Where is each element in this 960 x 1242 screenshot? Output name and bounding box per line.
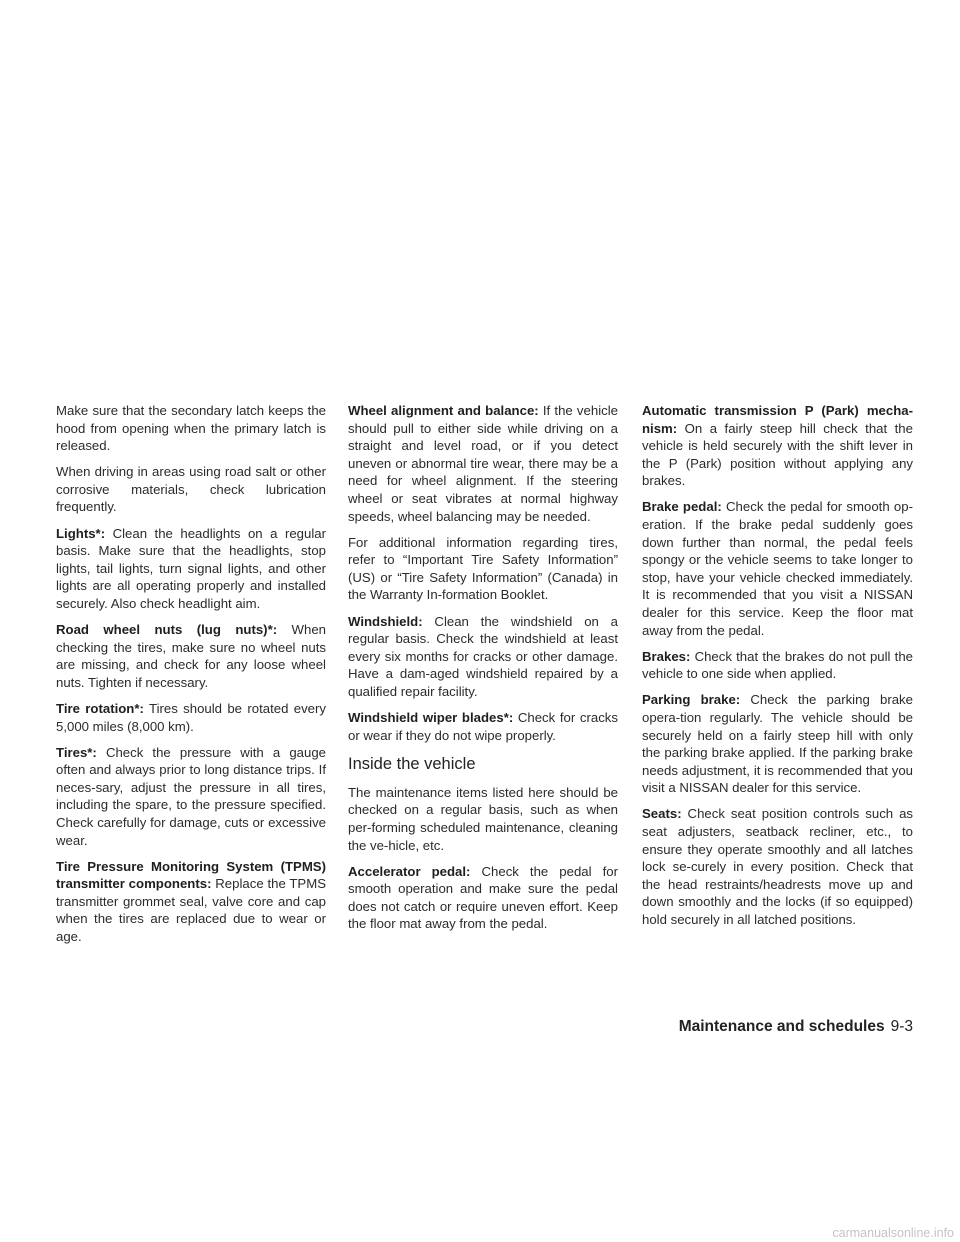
item-label: Windshield wiper blades*: bbox=[348, 710, 514, 725]
item-label: Windshield: bbox=[348, 613, 423, 629]
item-text: Clean the headlights on a regular basis. Make sure that the headlights, stop lights, tail lights, turn signal lights, and other lights are all operating properly and installed securely. Also check headlight aim. bbox=[56, 525, 326, 611]
item-label: Automatic transmission P (Park) mecha-nism: bbox=[642, 403, 913, 436]
column-left bbox=[56, 402, 326, 954]
column-right bbox=[642, 402, 913, 937]
item-label: Brake pedal: bbox=[642, 499, 722, 515]
column-middle bbox=[348, 402, 618, 942]
item-brake-pedal bbox=[642, 498, 913, 639]
item-tires bbox=[56, 744, 326, 850]
item-label: Lights*: bbox=[56, 525, 106, 541]
item-label: Accelerator pedal: bbox=[348, 863, 471, 879]
item-label: Wheel alignment and balance: bbox=[348, 403, 539, 418]
paragraph-tire-info: For additional information regarding tires, refer to “Important Tire Safety Information” (US) or “Tire Safety Information” (Canada) in the Warranty In-formation Booklet. bbox=[348, 534, 618, 603]
item-parking-brake bbox=[642, 691, 913, 797]
item-label: Brakes: bbox=[642, 648, 691, 664]
item-text: Tires should be rotated every 5,000 miles (8,000 km). bbox=[56, 700, 326, 734]
item-brakes bbox=[642, 648, 913, 683]
paragraph-secondary-latch: Make sure that the secondary latch keeps the hood from opening when the primary latch is released. bbox=[56, 403, 326, 454]
item-label: Road wheel nuts (lug nuts)*: bbox=[56, 622, 278, 638]
item-park-mechanism bbox=[642, 402, 913, 490]
item-text: Clean the windshield on a regular basis. Check the windshield at least every six months for cracks or other damage. Have a dam-aged windshield repaired by a qualified repair facility. bbox=[348, 613, 618, 699]
item-label: Tires*: bbox=[56, 744, 97, 760]
footer-section-title: Maintenance and schedules bbox=[678, 1018, 885, 1035]
item-text: Replace the TPMS transmitter grommet seal, valve core and cap when the tires are replaced due to wear or age. bbox=[56, 876, 326, 945]
item-windshield bbox=[348, 613, 618, 701]
watermark: carmanualsonline.info bbox=[0, 1225, 960, 1242]
item-label: Parking brake: bbox=[642, 692, 741, 708]
item-accelerator-pedal bbox=[348, 863, 618, 933]
item-text: Check for cracks or wear if they do not wipe properly. bbox=[348, 710, 618, 743]
item-text: Check seat position controls such as seat adjusters, seatback recliner, etc., to ensure they operate smoothly and all latches lock se-curely in every position. Check that the head restraints/headrests move up and down smoothly and the locks (if so equipped) hold securely in all latched positions. bbox=[642, 806, 913, 928]
section-heading-inside-vehicle: Inside the vehicle bbox=[348, 755, 476, 774]
item-label: Tire Pressure Monitoring System (TPMS) transmitter components: bbox=[56, 858, 326, 892]
page-number: 9-3 bbox=[890, 1018, 913, 1035]
item-label: Seats: bbox=[642, 806, 682, 822]
item-text: Check the pedal for smooth op-eration. If the brake pedal suddenly goes down further than normal, the pedal feels spongy or the vehicle seems to take longer to stop, have your vehicle checked immediately. It is recommended that you visit a NISSAN dealer for this service. Keep the floor mat away from the pedal. bbox=[642, 499, 913, 638]
item-text: Check the pedal for smooth operation and make sure the pedal does not catch or require uneven effort. Keep the floor mat away from the pedal. bbox=[348, 863, 618, 932]
item-text: On a fairly steep hill check that the vehicle is held securely with the shift lever in the P (Park) position without applying any brakes. bbox=[642, 420, 913, 489]
item-label: Tire rotation*: bbox=[56, 700, 144, 716]
item-wheel-alignment bbox=[348, 402, 618, 525]
item-text: When checking the tires, make sure no wheel nuts are missing, and check for any loose wheel nuts. Tighten if necessary. bbox=[56, 622, 326, 690]
item-lights bbox=[56, 525, 326, 613]
page-footer bbox=[679, 1018, 913, 1036]
item-wiper-blades bbox=[348, 709, 618, 744]
paragraph-inside-intro: The maintenance items listed here should be checked on a regular basis, such as when per-forming scheduled maintenance, cleaning the ve-hicle, etc. bbox=[348, 784, 618, 853]
paragraph-road-salt: When driving in areas using road salt or other corrosive materials, check lubrication frequently. bbox=[56, 464, 326, 515]
item-tpms bbox=[56, 858, 326, 946]
item-text: Check the pressure with a gauge often and always prior to long distance trips. If neces-sary, adjust the pressure in all tires, including the spare, to the pressure specified. Check carefully for damage, cuts or excessive wear. bbox=[56, 744, 326, 848]
item-text: If the vehicle should pull to either side while driving on a straight and level road, or if you detect uneven or abnormal tire wear, there may be a need for wheel alignment. If the steering wheel or seat vibrates at normal highway speeds, wheel balancing may be needed. bbox=[348, 403, 618, 524]
item-seats bbox=[642, 805, 913, 928]
item-text: Check the parking brake opera-tion regularly. The vehicle should be securely held on a fairly steep hill with only the parking brake applied. If the parking brake needs adjustment, it is recommended that you visit a NISSAN dealer for this service. bbox=[642, 692, 913, 796]
item-lug-nuts bbox=[56, 621, 326, 691]
item-text: Check that the brakes do not pull the vehicle to one side when applied. bbox=[642, 648, 913, 682]
item-tire-rotation bbox=[56, 700, 326, 735]
